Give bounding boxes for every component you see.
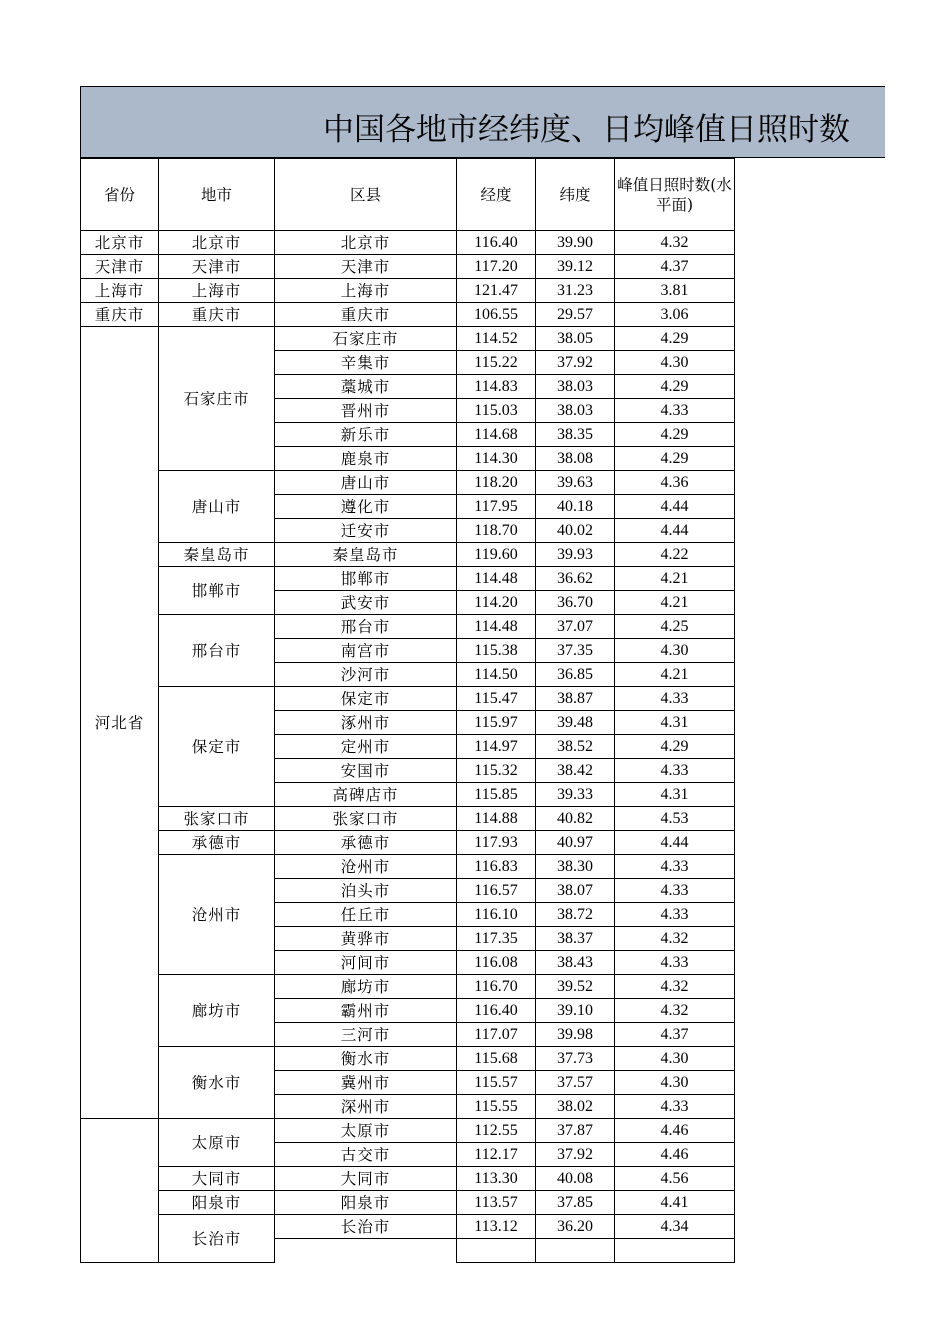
peak-cell: 4.25 [615, 615, 735, 639]
peak-cell: 4.36 [615, 471, 735, 495]
county-cell [275, 1239, 457, 1263]
latitude-cell: 37.73 [536, 1047, 615, 1071]
longitude-cell: 114.30 [457, 447, 536, 471]
longitude-cell: 116.57 [457, 879, 536, 903]
table-row [81, 303, 735, 327]
county-cell: 高碑店市 [275, 783, 457, 807]
city-cell: 太原市 [159, 1119, 275, 1167]
peak-cell: 4.29 [615, 327, 735, 351]
longitude-cell: 114.48 [457, 615, 536, 639]
longitude-cell: 114.48 [457, 567, 536, 591]
peak-cell: 4.33 [615, 399, 735, 423]
county-cell: 迁安市 [275, 519, 457, 543]
latitude-cell: 38.02 [536, 1095, 615, 1119]
county-cell: 三河市 [275, 1023, 457, 1047]
county-cell: 衡水市 [275, 1047, 457, 1071]
city-cell: 衡水市 [159, 1047, 275, 1119]
latitude-cell: 37.35 [536, 639, 615, 663]
latitude-cell: 36.20 [536, 1215, 615, 1239]
longitude-cell: 113.30 [457, 1167, 536, 1191]
peak-cell: 4.30 [615, 351, 735, 375]
table-row [81, 231, 735, 255]
county-cell: 南宫市 [275, 639, 457, 663]
peak-cell: 4.29 [615, 375, 735, 399]
city-cell: 天津市 [159, 255, 275, 279]
peak-cell: 4.29 [615, 735, 735, 759]
latitude-cell: 36.70 [536, 591, 615, 615]
county-cell: 遵化市 [275, 495, 457, 519]
latitude-cell: 38.08 [536, 447, 615, 471]
city-cell: 北京市 [159, 231, 275, 255]
province-cell: 重庆市 [81, 303, 159, 327]
county-cell: 大同市 [275, 1167, 457, 1191]
longitude-cell: 115.22 [457, 351, 536, 375]
county-cell: 重庆市 [275, 303, 457, 327]
latitude-cell: 38.35 [536, 423, 615, 447]
table-row [81, 687, 735, 711]
longitude-cell: 117.35 [457, 927, 536, 951]
latitude-cell: 38.03 [536, 399, 615, 423]
data-table [80, 158, 735, 1263]
longitude-cell: 112.55 [457, 1119, 536, 1143]
county-cell: 邢台市 [275, 615, 457, 639]
county-cell: 阳泉市 [275, 1191, 457, 1215]
peak-cell: 4.31 [615, 711, 735, 735]
peak-cell [615, 1239, 735, 1263]
longitude-cell: 116.40 [457, 231, 536, 255]
county-cell: 天津市 [275, 255, 457, 279]
longitude-cell: 114.20 [457, 591, 536, 615]
city-cell: 廊坊市 [159, 975, 275, 1047]
latitude-cell: 31.23 [536, 279, 615, 303]
peak-cell: 4.33 [615, 759, 735, 783]
latitude-cell: 38.05 [536, 327, 615, 351]
peak-cell: 4.29 [615, 423, 735, 447]
peak-cell: 4.21 [615, 567, 735, 591]
header-peak-sun-hours: 峰值日照时数(水平面) [615, 159, 735, 231]
city-cell: 邯郸市 [159, 567, 275, 615]
peak-cell: 4.37 [615, 255, 735, 279]
longitude-cell: 114.88 [457, 807, 536, 831]
latitude-cell: 39.90 [536, 231, 615, 255]
city-cell: 上海市 [159, 279, 275, 303]
longitude-cell [457, 1239, 536, 1263]
header-longitude: 经度 [457, 159, 536, 231]
peak-cell: 4.32 [615, 231, 735, 255]
peak-cell: 4.33 [615, 1095, 735, 1119]
longitude-cell: 115.32 [457, 759, 536, 783]
latitude-cell: 38.03 [536, 375, 615, 399]
county-cell: 上海市 [275, 279, 457, 303]
county-cell: 邯郸市 [275, 567, 457, 591]
latitude-cell: 38.37 [536, 927, 615, 951]
county-cell: 泊头市 [275, 879, 457, 903]
latitude-cell: 39.10 [536, 999, 615, 1023]
table-row [81, 1215, 735, 1239]
longitude-cell: 119.60 [457, 543, 536, 567]
city-cell: 唐山市 [159, 471, 275, 543]
longitude-cell: 117.93 [457, 831, 536, 855]
table-row [81, 1191, 735, 1215]
latitude-cell: 38.52 [536, 735, 615, 759]
header-city: 地市 [159, 159, 275, 231]
peak-cell: 4.41 [615, 1191, 735, 1215]
table-row [81, 855, 735, 879]
latitude-cell: 39.63 [536, 471, 615, 495]
longitude-cell: 117.20 [457, 255, 536, 279]
latitude-cell: 40.02 [536, 519, 615, 543]
latitude-cell: 39.98 [536, 1023, 615, 1047]
longitude-cell: 118.20 [457, 471, 536, 495]
latitude-cell: 39.52 [536, 975, 615, 999]
longitude-cell: 113.57 [457, 1191, 536, 1215]
latitude-cell: 37.87 [536, 1119, 615, 1143]
table-row [81, 279, 735, 303]
table-row [81, 327, 735, 351]
province-cell [81, 1119, 159, 1263]
county-cell: 深州市 [275, 1095, 457, 1119]
peak-cell: 4.30 [615, 639, 735, 663]
title-clip [80, 86, 850, 158]
city-cell: 秦皇岛市 [159, 543, 275, 567]
city-cell: 重庆市 [159, 303, 275, 327]
longitude-cell: 113.12 [457, 1215, 536, 1239]
peak-cell: 4.32 [615, 999, 735, 1023]
county-cell: 新乐市 [275, 423, 457, 447]
latitude-cell [536, 1239, 615, 1263]
peak-cell: 4.33 [615, 687, 735, 711]
longitude-cell: 112.17 [457, 1143, 536, 1167]
city-cell: 石家庄市 [159, 327, 275, 471]
longitude-cell: 118.70 [457, 519, 536, 543]
peak-cell: 4.46 [615, 1143, 735, 1167]
county-cell: 张家口市 [275, 807, 457, 831]
peak-cell: 4.53 [615, 807, 735, 831]
latitude-cell: 29.57 [536, 303, 615, 327]
county-cell: 廊坊市 [275, 975, 457, 999]
table-row [81, 567, 735, 591]
peak-cell: 4.29 [615, 447, 735, 471]
table-row [81, 255, 735, 279]
county-cell: 霸州市 [275, 999, 457, 1023]
sheet-title: 中国各地市经纬度、日均峰值日照时数 [323, 112, 850, 148]
peak-cell: 4.21 [615, 591, 735, 615]
county-cell: 任丘市 [275, 903, 457, 927]
county-cell: 安国市 [275, 759, 457, 783]
longitude-cell: 116.70 [457, 975, 536, 999]
latitude-cell: 37.57 [536, 1071, 615, 1095]
spreadsheet [80, 158, 735, 1248]
latitude-cell: 38.42 [536, 759, 615, 783]
city-cell: 大同市 [159, 1167, 275, 1191]
longitude-cell: 116.83 [457, 855, 536, 879]
longitude-cell: 116.40 [457, 999, 536, 1023]
county-cell: 沧州市 [275, 855, 457, 879]
county-cell: 石家庄市 [275, 327, 457, 351]
latitude-cell: 40.08 [536, 1167, 615, 1191]
county-cell: 黄骅市 [275, 927, 457, 951]
header-county: 区县 [275, 159, 457, 231]
peak-cell: 4.30 [615, 1071, 735, 1095]
peak-cell: 4.34 [615, 1215, 735, 1239]
peak-cell: 4.33 [615, 879, 735, 903]
county-cell: 辛集市 [275, 351, 457, 375]
table-row [81, 1119, 735, 1143]
city-cell: 长治市 [159, 1215, 275, 1263]
longitude-cell: 106.55 [457, 303, 536, 327]
peak-cell: 4.32 [615, 975, 735, 999]
table-row [81, 1047, 735, 1071]
longitude-cell: 121.47 [457, 279, 536, 303]
county-cell: 晋州市 [275, 399, 457, 423]
province-cell: 天津市 [81, 255, 159, 279]
province-cell: 上海市 [81, 279, 159, 303]
peak-cell: 4.33 [615, 951, 735, 975]
header-province: 省份 [81, 159, 159, 231]
county-cell: 藁城市 [275, 375, 457, 399]
latitude-cell: 37.85 [536, 1191, 615, 1215]
peak-cell: 4.56 [615, 1167, 735, 1191]
county-cell: 河间市 [275, 951, 457, 975]
city-cell: 承德市 [159, 831, 275, 855]
longitude-cell: 114.68 [457, 423, 536, 447]
province-cell: 北京市 [81, 231, 159, 255]
latitude-cell: 38.72 [536, 903, 615, 927]
longitude-cell: 116.08 [457, 951, 536, 975]
county-cell: 长治市 [275, 1215, 457, 1239]
longitude-cell: 115.97 [457, 711, 536, 735]
longitude-cell: 115.85 [457, 783, 536, 807]
longitude-cell: 117.07 [457, 1023, 536, 1047]
longitude-cell: 115.57 [457, 1071, 536, 1095]
city-cell: 保定市 [159, 687, 275, 807]
longitude-cell: 114.52 [457, 327, 536, 351]
peak-cell: 4.44 [615, 519, 735, 543]
latitude-cell: 40.97 [536, 831, 615, 855]
peak-cell: 3.81 [615, 279, 735, 303]
latitude-cell: 40.18 [536, 495, 615, 519]
county-cell: 唐山市 [275, 471, 457, 495]
longitude-cell: 116.10 [457, 903, 536, 927]
peak-cell: 4.37 [615, 1023, 735, 1047]
city-cell: 沧州市 [159, 855, 275, 975]
longitude-cell: 115.47 [457, 687, 536, 711]
latitude-cell: 36.62 [536, 567, 615, 591]
latitude-cell: 37.92 [536, 351, 615, 375]
longitude-cell: 117.95 [457, 495, 536, 519]
longitude-cell: 114.83 [457, 375, 536, 399]
county-cell: 定州市 [275, 735, 457, 759]
peak-cell: 4.21 [615, 663, 735, 687]
latitude-cell: 39.93 [536, 543, 615, 567]
county-cell: 鹿泉市 [275, 447, 457, 471]
city-cell: 邢台市 [159, 615, 275, 687]
table-row [81, 471, 735, 495]
table-row [81, 543, 735, 567]
table-row [81, 807, 735, 831]
latitude-cell: 40.82 [536, 807, 615, 831]
longitude-cell: 115.55 [457, 1095, 536, 1119]
county-cell: 北京市 [275, 231, 457, 255]
latitude-cell: 36.85 [536, 663, 615, 687]
province-cell: 河北省 [81, 327, 159, 1119]
longitude-cell: 115.03 [457, 399, 536, 423]
table-row [81, 831, 735, 855]
latitude-cell: 38.30 [536, 855, 615, 879]
city-cell: 阳泉市 [159, 1191, 275, 1215]
latitude-cell: 37.07 [536, 615, 615, 639]
county-cell: 秦皇岛市 [275, 543, 457, 567]
latitude-cell: 39.33 [536, 783, 615, 807]
header-row [81, 159, 735, 231]
peak-cell: 4.44 [615, 831, 735, 855]
latitude-cell: 38.07 [536, 879, 615, 903]
peak-cell: 4.32 [615, 927, 735, 951]
header-latitude: 纬度 [536, 159, 615, 231]
peak-cell: 4.30 [615, 1047, 735, 1071]
longitude-cell: 114.97 [457, 735, 536, 759]
latitude-cell: 39.48 [536, 711, 615, 735]
county-cell: 古交市 [275, 1143, 457, 1167]
peak-cell: 4.22 [615, 543, 735, 567]
peak-cell: 4.33 [615, 903, 735, 927]
latitude-cell: 38.43 [536, 951, 615, 975]
county-cell: 冀州市 [275, 1071, 457, 1095]
county-cell: 保定市 [275, 687, 457, 711]
longitude-cell: 115.68 [457, 1047, 536, 1071]
table-row [81, 615, 735, 639]
peak-cell: 3.06 [615, 303, 735, 327]
latitude-cell: 37.92 [536, 1143, 615, 1167]
table-row [81, 975, 735, 999]
peak-cell: 4.46 [615, 1119, 735, 1143]
county-cell: 沙河市 [275, 663, 457, 687]
county-cell: 太原市 [275, 1119, 457, 1143]
peak-cell: 4.33 [615, 855, 735, 879]
city-cell: 张家口市 [159, 807, 275, 831]
peak-cell: 4.31 [615, 783, 735, 807]
county-cell: 武安市 [275, 591, 457, 615]
county-cell: 承德市 [275, 831, 457, 855]
longitude-cell: 115.38 [457, 639, 536, 663]
longitude-cell: 114.50 [457, 663, 536, 687]
latitude-cell: 39.12 [536, 255, 615, 279]
table-row [81, 1167, 735, 1191]
latitude-cell: 38.87 [536, 687, 615, 711]
county-cell: 涿州市 [275, 711, 457, 735]
peak-cell: 4.44 [615, 495, 735, 519]
